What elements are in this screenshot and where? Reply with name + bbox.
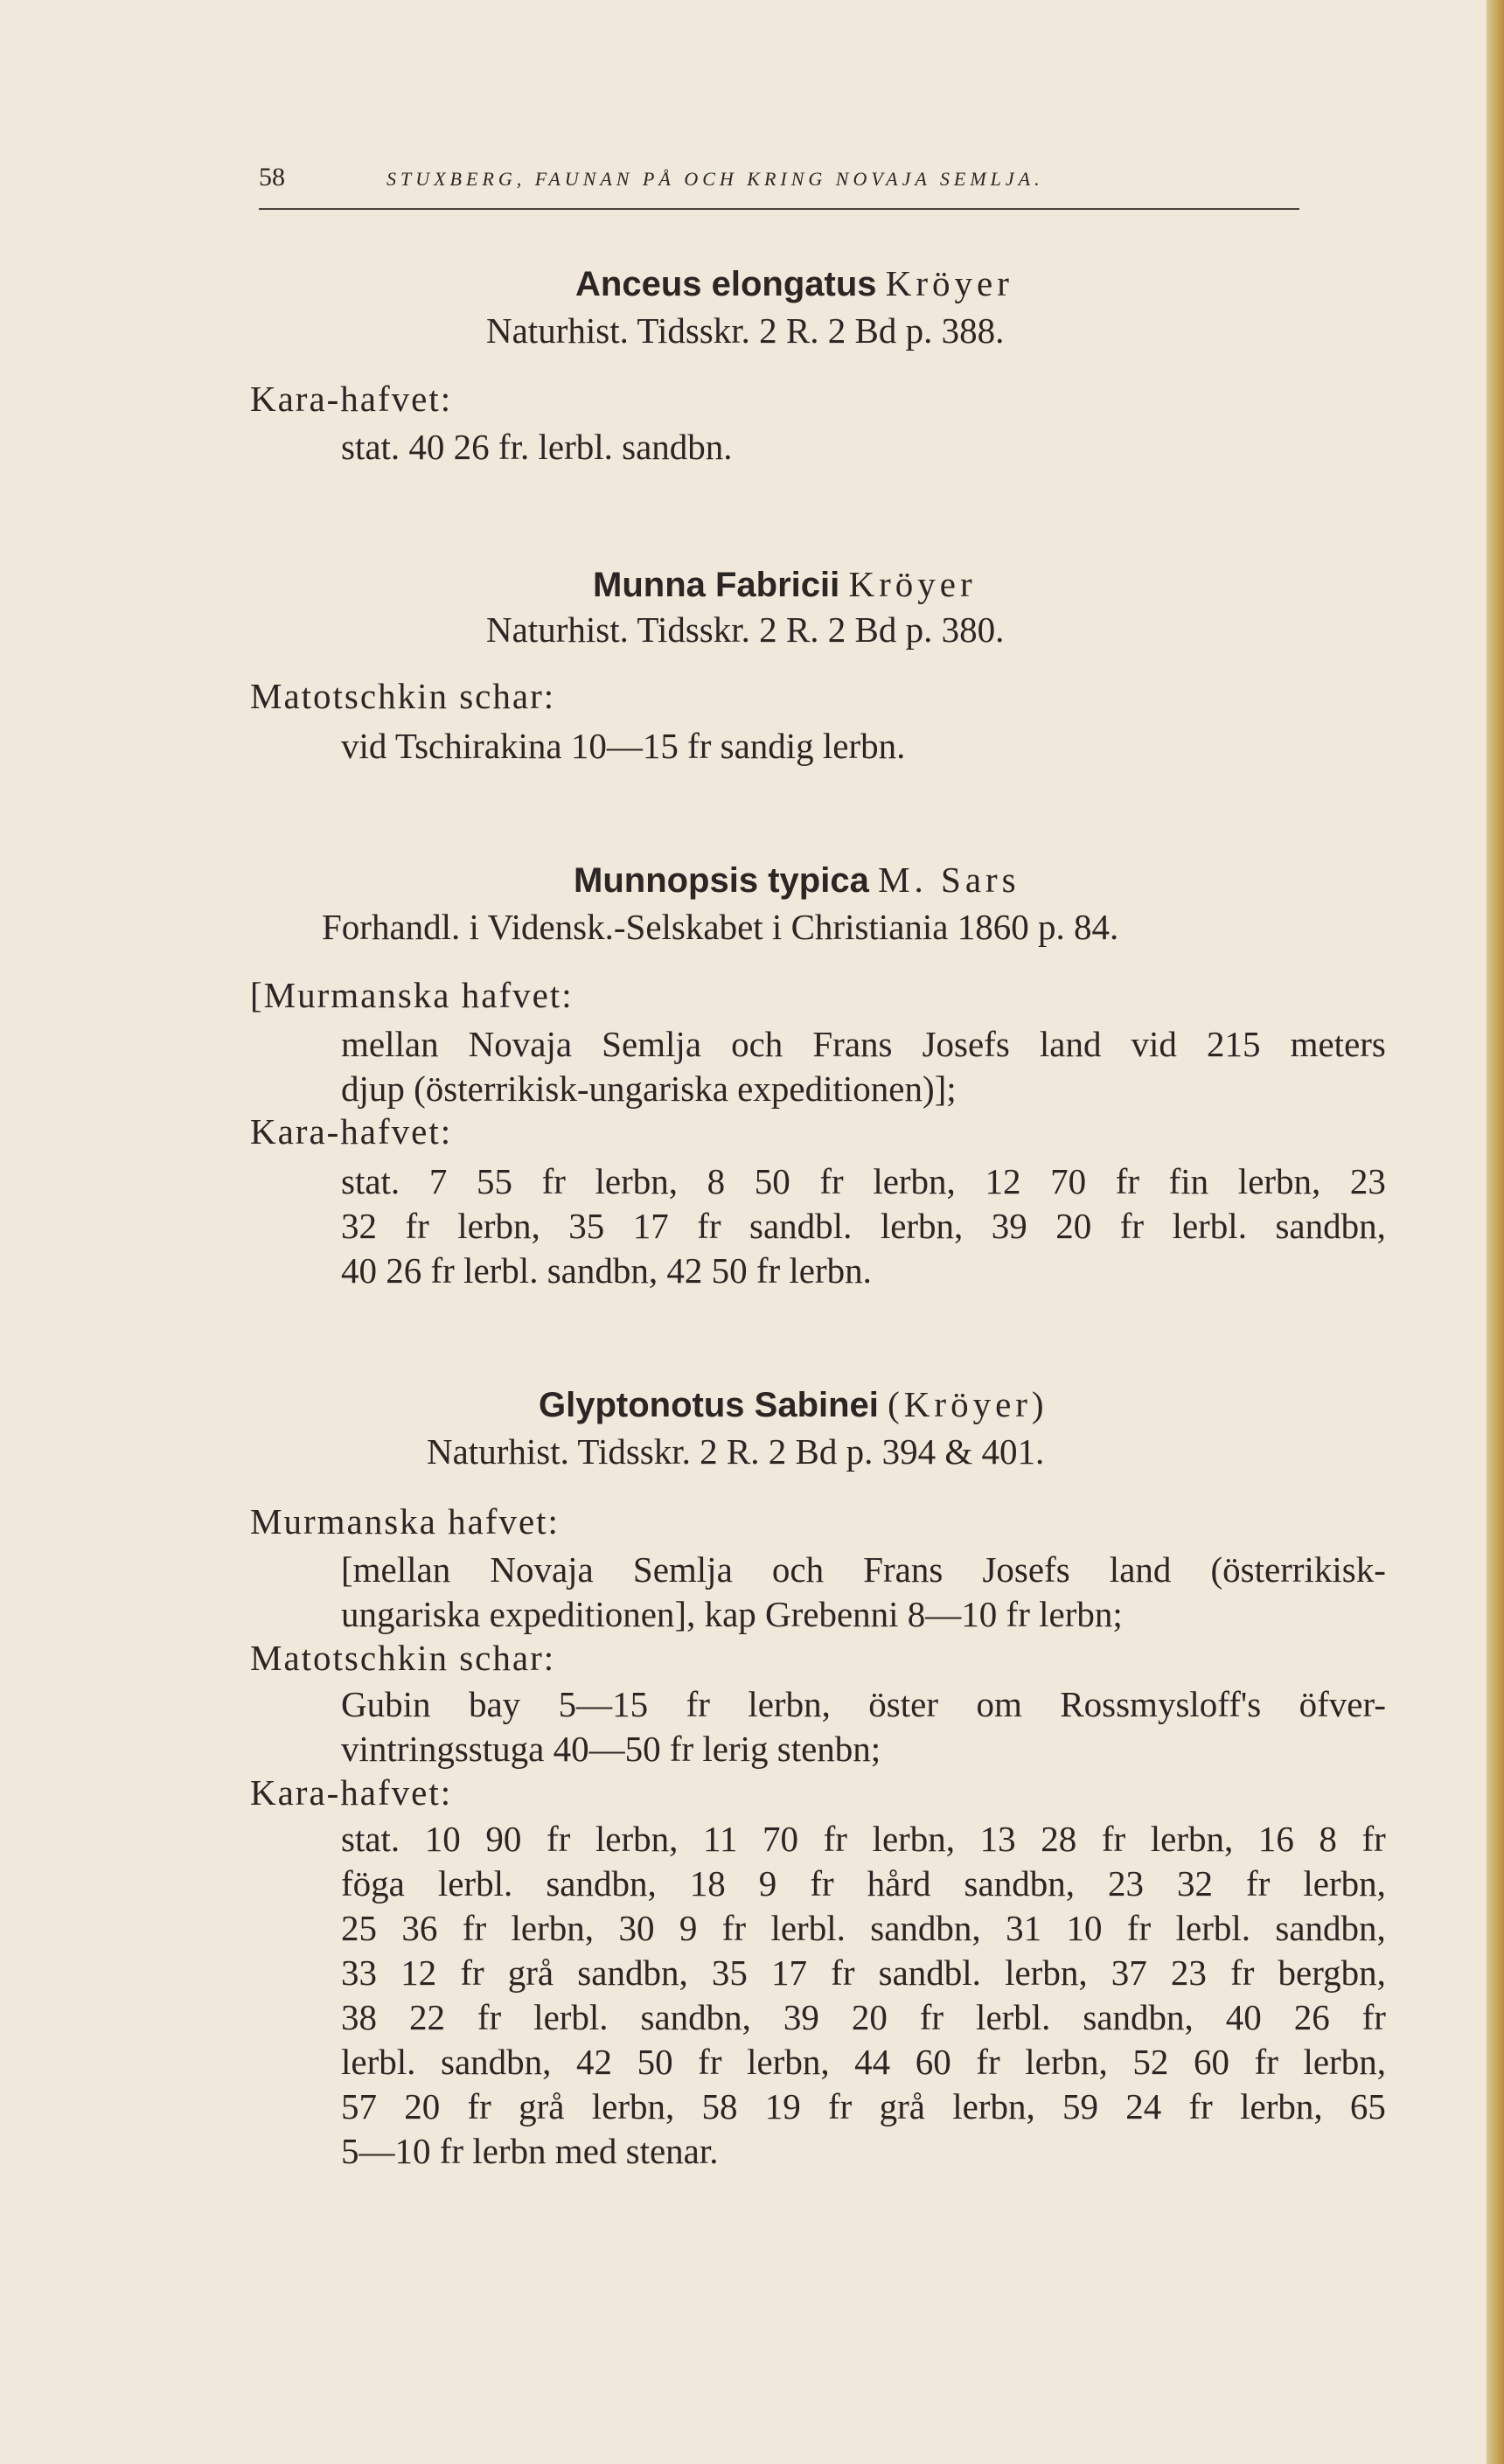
header-rule [259,208,1299,210]
record-text [341,1022,1386,1111]
record-line: 57 20 fr grå lerbn, 58 19 fr grå lerbn, 59 24 fr lerbn, 65 [341,2086,1386,2126]
locality-label: Kara-hafvet: [250,379,453,419]
locality-label: Matotschkin schar: [250,676,556,716]
species-author: Kröyer [848,564,977,604]
record-line: 38 22 fr lerbl. sandbn, 39 20 fr lerbl. sandbn, 40 26 fr [341,1997,1386,2037]
record-line: mellan Novaja Semlja och Frans Josefs land vid 215 meters [341,1024,1386,1064]
page-number: 58 [259,163,285,191]
species-reference: Naturhist. Tidsskr. 2 R. 2 Bd p. 394 & 401. [427,1431,1045,1472]
record-line: vid Tschirakina 10—15 fr sandig lerbn. [341,726,906,766]
record-line: 32 fr lerbn, 35 17 fr sandbl. lerbn, 39 20 fr lerbl. sandbn, [341,1206,1386,1246]
species-name: Munna Fabricii [593,566,840,604]
record-line: stat. 10 90 fr lerbn, 11 70 fr lerbn, 13 28 fr lerbn, 16 8 fr [341,1819,1386,1859]
locality-label: Kara-hafvet: [250,1111,453,1152]
record-text [341,724,1386,769]
record-line: [mellan Novaja Semlja och Frans Josefs land (österrikisk- [341,1549,1386,1590]
species-name: Glyptonotus Sabinei [539,1386,879,1424]
species-author: (Kröyer) [888,1384,1048,1424]
record-line: djup (österrikisk-ungariska expeditionen)]; [341,1068,957,1109]
record-text [341,1548,1386,1637]
record-line: Gubin bay 5—15 fr lerbn, öster om Rossmysloff's öfver- [341,1684,1386,1724]
species-reference: Forhandl. i Vidensk.-Selskabet i Christiania 1860 p. 84. [322,907,1119,947]
species-heading [575,261,1013,307]
record-line: lerbl. sandbn, 42 50 fr lerbn, 44 60 fr lerbn, 52 60 fr lerbn, [341,2042,1386,2082]
species-name: Anceus elongatus [575,265,877,303]
record-line: stat. 40 26 fr. lerbl. sandbn. [341,427,733,467]
locality-label: Kara-hafvet: [250,1772,453,1813]
record-text [341,1682,1386,1771]
record-line: vintringsstuga 40—50 fr lerig stenbn; [341,1729,881,1769]
record-line: stat. 7 55 fr lerbn, 8 50 fr lerbn, 12 70 fr fin lerbn, 23 [341,1161,1386,1201]
species-heading [593,561,977,608]
record-text [341,1817,1386,2174]
record-line: 5—10 fr lerbn med stenar. [341,2131,719,2171]
record-line: 40 26 fr lerbl. sandbn, 42 50 fr lerbn. [341,1250,872,1291]
record-text [341,425,1386,470]
record-line: ungariska expeditionen], kap Grebenni 8—10 fr lerbn; [341,1594,1123,1634]
species-heading [539,1382,1048,1428]
record-text [341,1159,1386,1293]
species-author: M. Sars [878,860,1020,900]
species-name: Munnopsis typica [574,861,869,900]
record-line: 25 36 fr lerbn, 30 9 fr lerbl. sandbn, 31 10 fr lerbl. sandbn, [341,1908,1386,1948]
species-author: Kröyer [885,263,1013,303]
species-reference: Naturhist. Tidsskr. 2 R. 2 Bd p. 380. [486,609,1005,650]
running-title: STUXBERG, FAUNAN PÅ OCH KRING NOVAJA SEMLJA. [386,168,1044,190]
locality-label: Murmanska hafvet: [250,1501,560,1542]
locality-label: Matotschkin schar: [250,1638,556,1678]
page-edge [1487,0,1504,2464]
species-reference: Naturhist. Tidsskr. 2 R. 2 Bd p. 388. [486,310,1005,351]
record-line: föga lerbl. sandbn, 18 9 fr hård sandbn, 23 32 fr lerbn, [341,1863,1386,1904]
locality-label: [Murmanska hafvet: [250,975,574,1015]
record-line: 33 12 fr grå sandbn, 35 17 fr sandbl. lerbn, 37 23 fr bergbn, [341,1952,1386,1993]
species-heading [574,857,1020,903]
